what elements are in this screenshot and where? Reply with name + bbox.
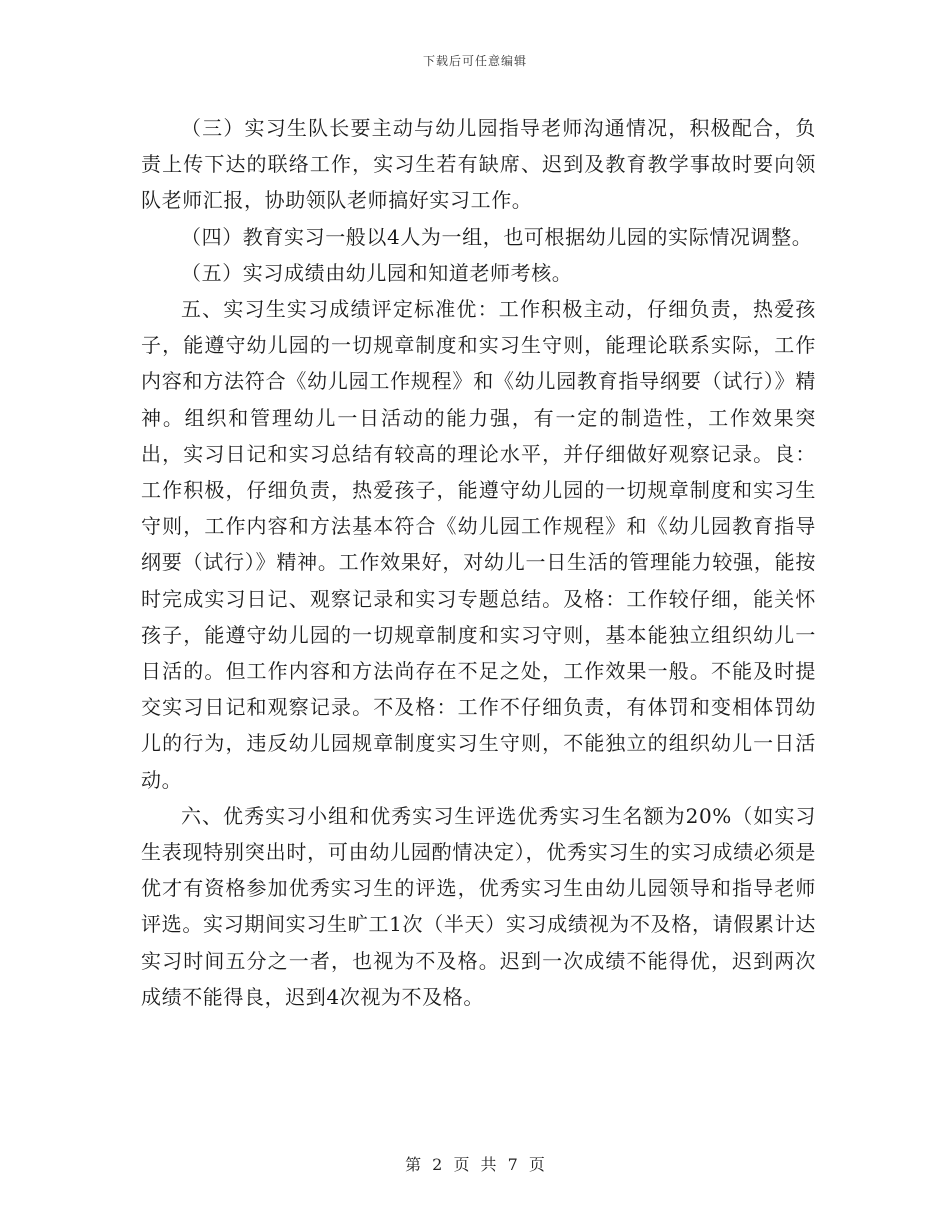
paragraph-5: （五）实习成绩由幼儿园和知道老师考核。 xyxy=(181,260,573,285)
document-body xyxy=(141,110,816,1015)
section-six-paragraph: 六、优秀实习小组和优秀实习生评选优秀实习生名额为20%（如实习生表现特别突出时，可由幼儿园酌情决定），优秀实习生的实习成绩必须是优才有资格参加优秀实习生的评选，优秀实习生由幼儿园领导和指导老师评选。实习期间实习生旷工1次（半天）实习成绩视为不及格，请假累计达实习时间五分之一者，也视为不及格。迟到一次成绩不能得优，迟到两次成绩不能得良，迟到4次视为不及格。 xyxy=(141,803,816,1009)
paragraph-3: （三）实习生队长要主动与幼儿园指导老师沟通情况，积极配合，负责上传下达的联络工作，实习生若有缺席、迟到及教育教学事故时要向领队老师汇报，协助领队老师搞好实习工作。 xyxy=(141,116,816,213)
page-number-footer: 第 2 页 共 7 页 xyxy=(405,1155,545,1174)
page-header: 下载后可任意编辑 xyxy=(422,54,527,68)
paragraph-4: （四）教育实习一般以4人为一组，也可根据幼儿园的实际情况调整。 xyxy=(181,224,813,249)
section-five-paragraph: 五、实习生实习成绩评定标准优：工作积极主动，仔细负责，热爱孩子，能遵守幼儿园的一切规章制度和实习生守则，能理论联系实际，工作内容和方法符合《幼儿园工作规程》和《幼儿园教育指导纲要（试行）》精神。组织和管理幼儿一日活动的能力强，有一定的制造性，工作效果突出，实习日记和实习总结有较高的理论水平，并仔细做好观察记录。良：工作积极，仔细负责，热爱孩子，能遵守幼儿园的一切规章制度和实习生守则，工作内容和方法基本符合《幼儿园工作规程》和《幼儿园教育指导纲要（试行）》精神。工作效果好，对幼儿一日生活的管理能力较强，能按时完成实习日记、观察记录和实习专题总结。及格：工作较仔细，能关怀孩子，能遵守幼儿园的一切规章制度和实习守则，基本能独立组织幼儿一日活的。但工作内容和方法尚存在不足之处，工作效果一般。不能及时提交实习日记和观察记录。不及格：工作不仔细负责，有体罚和变相体罚幼儿的行为，违反幼儿园规章制度实习生守则，不能独立的组织幼儿一日活动。 xyxy=(141,297,816,792)
